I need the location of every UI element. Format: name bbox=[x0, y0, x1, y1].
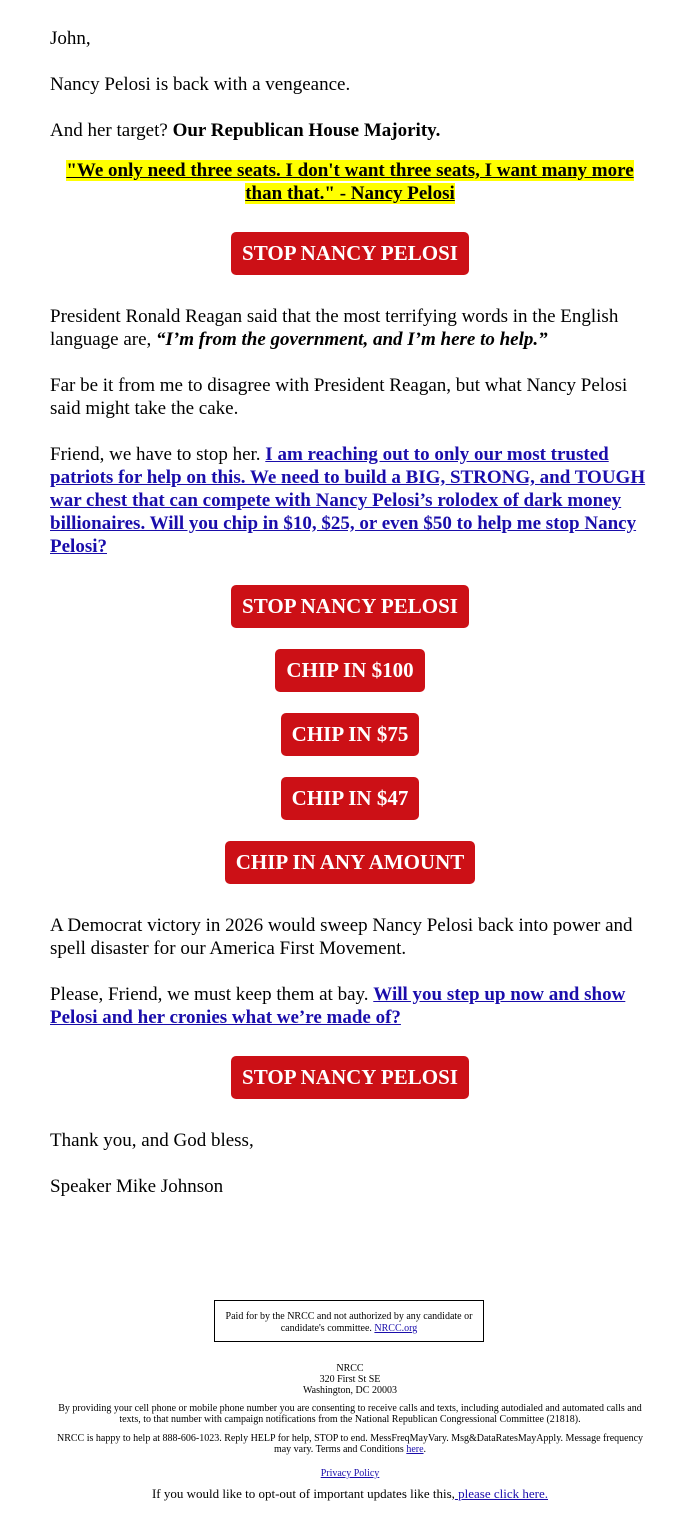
address-block bbox=[50, 1363, 650, 1396]
reagan-paragraph bbox=[50, 305, 650, 351]
greeting: John, bbox=[50, 28, 91, 49]
quote-text: "We only need three seats. I don't want three seats, I want many more than that." - Nancy Pelosi bbox=[66, 160, 634, 204]
button-row-4 bbox=[50, 713, 650, 756]
help-text bbox=[50, 1433, 650, 1455]
target-paragraph bbox=[50, 119, 650, 142]
address-line-1: 320 First St SE bbox=[319, 1374, 381, 1385]
target-bold: Our Republican House Majority. bbox=[172, 120, 441, 141]
paid-for-text: Paid for by the NRCC and not authorized by any candidate or candidate's committee. bbox=[225, 1311, 473, 1334]
appeal-link[interactable]: I am reaching out to only our most trusted patriots for help on this. We need to build a BIG, STRONG, and TOUGH war chest that can compete with Nancy Pelosi’s rolodex of dark money billionaires. Will you chip in $10, $25, or even $50 to help me stop Nancy Pelosi? bbox=[50, 444, 646, 557]
opt-out-line bbox=[50, 1486, 650, 1502]
button-row-2 bbox=[50, 585, 650, 628]
stop-pelosi-button-2[interactable]: STOP NANCY PELOSI bbox=[231, 585, 469, 628]
victory-paragraph: A Democrat victory in 2026 would sweep Nancy Pelosi back into power and spell disaster for our America First Movement. bbox=[50, 915, 633, 959]
stop-pelosi-button-3[interactable]: STOP NANCY PELOSI bbox=[231, 1056, 469, 1099]
step-up-paragraph bbox=[50, 983, 650, 1029]
step-up-prefix: Please, Friend, we must keep them at bay. bbox=[50, 984, 374, 1005]
chip-in-any-amount-button[interactable]: CHIP IN ANY AMOUNT bbox=[225, 841, 476, 884]
chip-in-75-button[interactable]: CHIP IN $75 bbox=[281, 713, 420, 756]
stop-pelosi-button-1[interactable]: STOP NANCY PELOSI bbox=[231, 232, 469, 275]
help-message: NRCC is happy to help at 888-606-1023. Reply HELP for help, STOP to end. MessFreqMayVary. Msg&DataRatesMayApply. Message frequency may vary. Terms and Conditions bbox=[56, 1433, 644, 1455]
opt-out-link[interactable]: please click here. bbox=[454, 1486, 549, 1501]
consent-text: By providing your cell phone or mobile phone number you are consenting to receive calls and texts, including autodialed and automated calls and texts, to that number with campaign notifications from the National Republican Congressional Committee (21818). bbox=[58, 1403, 642, 1425]
appeal-paragraph bbox=[50, 443, 650, 558]
intro-paragraph: Nancy Pelosi is back with a vengeance. bbox=[50, 74, 351, 95]
cake-paragraph: Far be it from me to disagree with President Reagan, but what Nancy Pelosi said might take the cake. bbox=[50, 375, 628, 419]
terms-period: . bbox=[423, 1444, 427, 1455]
closing-line: Thank you, and God bless, bbox=[50, 1130, 254, 1151]
signature: Speaker Mike Johnson bbox=[50, 1176, 224, 1197]
privacy-policy-link[interactable]: Privacy Policy bbox=[320, 1468, 380, 1479]
button-row-6 bbox=[50, 841, 650, 884]
reagan-quote: “I’m from the government, and I’m here to help.” bbox=[156, 329, 548, 350]
address-line-2: Washington, DC 20003 bbox=[303, 1385, 397, 1396]
button-row-5 bbox=[50, 777, 650, 820]
terms-here-link[interactable]: here bbox=[406, 1444, 424, 1455]
paid-for-disclaimer bbox=[214, 1300, 484, 1342]
pelosi-quote bbox=[50, 159, 650, 205]
step-up-link[interactable]: Will you step up now and show Pelosi and her cronies what we’re made of? bbox=[50, 984, 626, 1028]
privacy-row bbox=[50, 1468, 650, 1479]
nrcc-link[interactable]: NRCC.org bbox=[374, 1323, 418, 1334]
button-row-1 bbox=[50, 232, 650, 275]
button-row-3 bbox=[50, 649, 650, 692]
org-name: NRCC bbox=[336, 1363, 364, 1374]
opt-out-text: If you would like to opt-out of important updates like this, bbox=[151, 1486, 455, 1501]
reagan-text: President Ronald Reagan said that the most terrifying words in the English language are, bbox=[50, 306, 619, 350]
target-prefix: And her target? bbox=[50, 120, 173, 141]
chip-in-100-button[interactable]: CHIP IN $100 bbox=[275, 649, 424, 692]
chip-in-47-button[interactable]: CHIP IN $47 bbox=[281, 777, 420, 820]
button-row-7 bbox=[50, 1056, 650, 1099]
appeal-prefix: Friend, we have to stop her. bbox=[50, 444, 266, 465]
